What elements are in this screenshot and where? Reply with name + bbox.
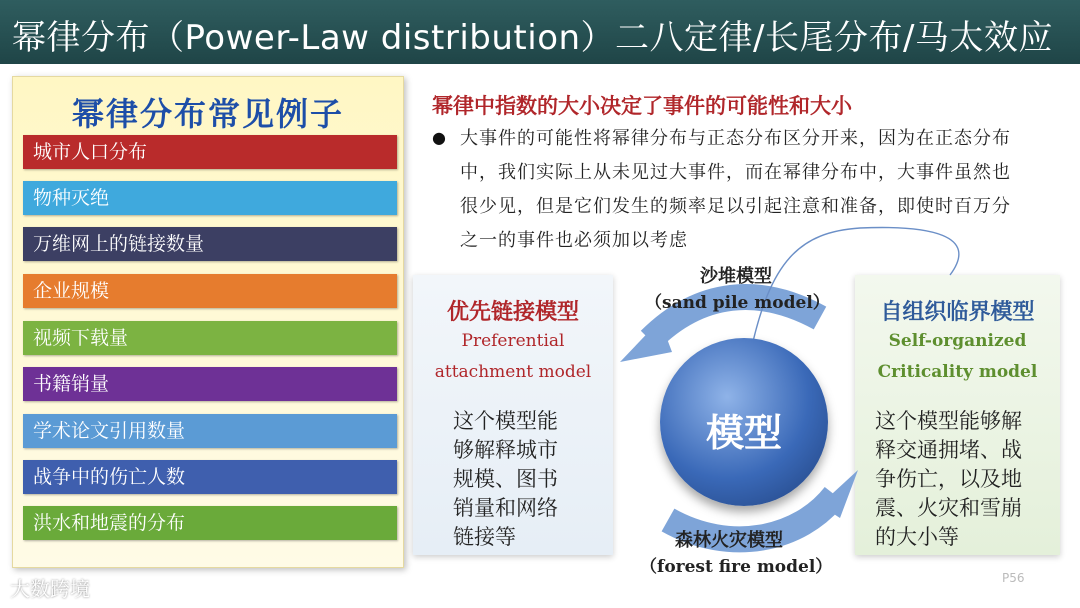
example-item: 学术论文引用数量 (23, 414, 397, 448)
desc-line: 震、火灾和雪崩 (875, 496, 1022, 520)
example-item: 企业规模 (23, 274, 397, 308)
desc-line: 释交通拥堵、战 (875, 438, 1022, 462)
desc-line: 够解释城市 (453, 438, 558, 462)
self-organized-en-2: Criticality model (877, 362, 1038, 382)
examples-heading: 幂律分布常见例子 (71, 95, 344, 133)
desc-line: 链接等 (453, 525, 516, 549)
body-line: 中，我们实际上从未见过大事件，而在幂律分布中，大事件虽然也 (460, 162, 1011, 183)
section-subtitle: 幂律中指数的大小决定了事件的可能性和大小 (432, 94, 852, 118)
body-line: 很少见，但是它们发生的频率足以引起注意和准备，即使时百万分 (460, 196, 1011, 217)
desc-line: 规模、图书 (453, 467, 558, 491)
example-item: 万维网上的链接数量 (23, 227, 397, 261)
forest-fire-label: 森林火灾模型 (675, 530, 783, 551)
desc-line: 争伤亡，以及地 (875, 467, 1022, 491)
sand-pile-label: 沙堆模型 (700, 266, 772, 287)
model-label: 模型 (705, 411, 782, 455)
desc-line: 这个模型能 (453, 409, 558, 433)
example-item: 书籍销量 (23, 367, 397, 401)
watermark: 大数跨境 (10, 577, 90, 601)
self-organized-title: 自组织临界模型 (880, 300, 1035, 325)
model-circle (660, 338, 828, 506)
preferential-en-1: Preferential (461, 331, 565, 351)
desc-line: 的大小等 (875, 525, 959, 549)
example-item: 物种灭绝 (23, 181, 397, 215)
desc-line: 这个模型能够解 (875, 409, 1022, 433)
preferential-title: 优先链接模型 (446, 300, 579, 325)
example-item: 城市人口分布 (23, 135, 397, 169)
sand-pile-en: （sand pile model） (645, 293, 830, 313)
forest-fire-en: （forest fire model） (640, 557, 833, 577)
preferential-en-2: attachment model (434, 362, 592, 382)
body-line: 大事件的可能性将幂律分布与正态分布区分开来，因为在正态分布 (460, 128, 1011, 149)
example-item: 洪水和地震的分布 (23, 506, 397, 540)
bullet-icon: ● (432, 128, 446, 147)
example-item: 战争中的伤亡人数 (23, 460, 397, 494)
desc-line: 销量和网络 (453, 496, 558, 520)
example-item: 视频下载量 (23, 321, 397, 355)
page-title: 幂律分布（Power-Law distribution）二八定律/长尾分布/马太效应 (12, 18, 1053, 58)
self-organized-en-1: Self-organized (888, 331, 1027, 351)
body-line: 之一的事件也必须加以考虑 (460, 230, 688, 251)
page-number: P56 (1002, 571, 1025, 585)
